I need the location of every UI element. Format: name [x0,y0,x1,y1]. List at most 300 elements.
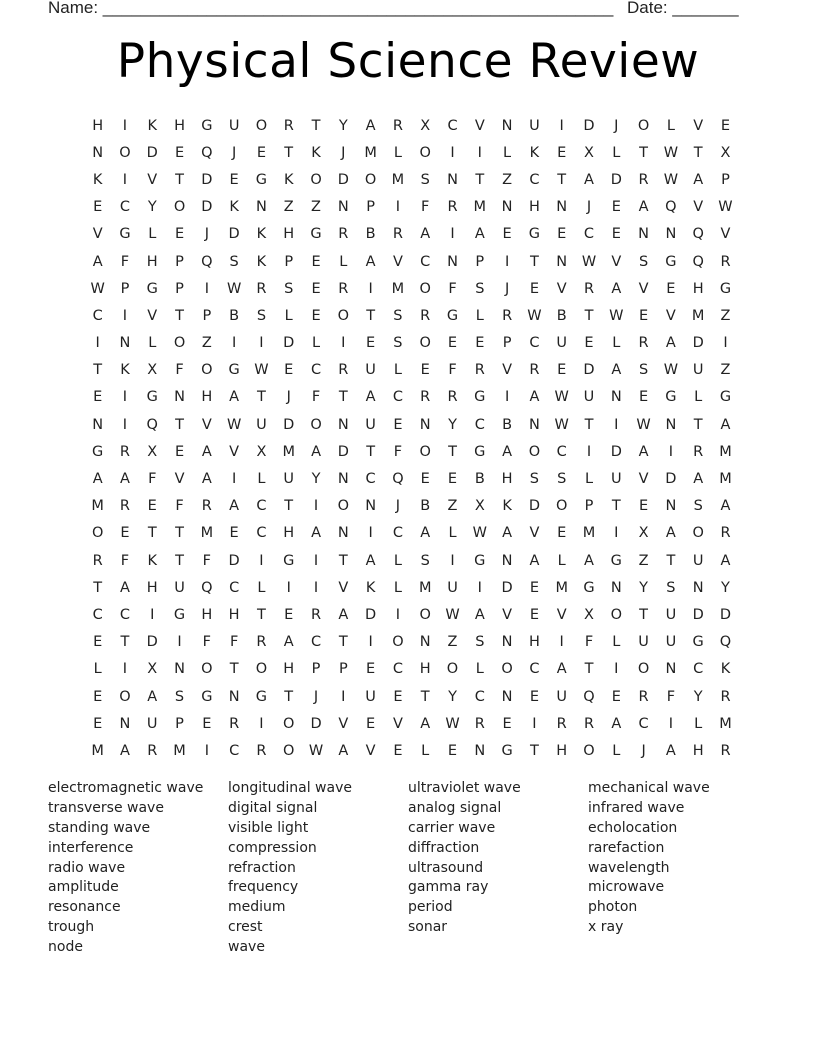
grid-letter[interactable]: A [119,742,130,759]
grid-letter[interactable]: E [311,307,321,324]
grid-letter[interactable]: C [92,606,103,623]
grid-letter[interactable]: W [254,362,269,379]
grid-letter[interactable]: A [92,471,103,488]
grid-letter[interactable]: S [475,280,485,297]
grid-letter[interactable]: N [692,579,704,596]
grid-letter[interactable]: U [146,715,158,732]
grid-letter[interactable]: A [229,498,240,515]
grid-letter[interactable]: I [559,117,564,134]
grid-letter[interactable]: A [420,525,431,542]
grid-letter[interactable]: C [392,389,403,406]
grid-letter[interactable]: O [692,525,704,542]
grid-letter[interactable]: R [392,117,403,134]
grid-letter[interactable]: N [119,715,131,732]
grid-letter[interactable]: D [283,335,295,352]
grid-letter[interactable]: M [173,742,186,759]
grid-letter[interactable]: R [556,715,567,732]
grid-letter[interactable]: I [122,171,128,188]
grid-letter[interactable]: L [612,335,621,352]
grid-letter[interactable]: L [694,389,703,406]
grid-letter[interactable]: D [365,606,377,623]
grid-letter[interactable]: I [122,307,128,324]
grid-letter[interactable]: H [201,606,213,623]
grid-letter[interactable]: F [448,280,457,297]
grid-letter[interactable]: Q [201,253,213,270]
grid-letter[interactable]: V [693,199,704,216]
grid-letter[interactable]: P [175,280,184,297]
grid-letter[interactable]: L [393,552,402,569]
grid-letter[interactable]: X [720,144,731,161]
grid-letter[interactable]: A [474,606,485,623]
grid-letter[interactable]: A [365,389,376,406]
grid-letter[interactable]: H [283,226,295,243]
grid-letter[interactable]: T [175,552,184,569]
grid-letter[interactable]: Q [392,471,404,488]
grid-letter[interactable]: C [693,661,704,678]
grid-letter[interactable]: W [581,253,597,270]
grid-letter[interactable]: I [286,579,291,596]
grid-letter[interactable]: S [420,171,430,188]
grid-letter[interactable]: O [446,661,459,678]
grid-letter[interactable]: X [147,661,158,678]
grid-letter[interactable]: M [719,715,732,732]
grid-letter[interactable]: R [720,688,731,705]
grid-letter[interactable]: I [450,226,455,243]
grid-letter[interactable]: R [338,226,349,243]
grid-letter[interactable]: C [474,688,485,705]
grid-letter[interactable]: G [474,389,486,406]
grid-letter[interactable]: I [614,525,619,542]
grid-letter[interactable]: G [173,606,186,623]
grid-letter[interactable]: E [447,742,458,759]
grid-letter[interactable]: T [175,525,184,542]
grid-letter[interactable]: O [91,525,104,542]
grid-letter[interactable]: F [311,389,321,406]
grid-letter[interactable]: A [720,552,731,569]
grid-letter[interactable]: M [555,579,568,596]
grid-letter[interactable]: A [119,579,130,596]
grid-letter[interactable]: E [120,525,130,542]
grid-letter[interactable]: O [637,661,650,678]
grid-letter[interactable]: G [501,742,513,759]
grid-letter[interactable]: M [582,525,596,542]
grid-letter[interactable]: I [395,199,401,216]
grid-letter[interactable]: E [611,199,621,216]
grid-letter[interactable]: C [447,117,458,134]
grid-letter[interactable]: N [365,498,377,515]
grid-letter[interactable]: R [720,742,731,759]
grid-letter[interactable]: A [119,471,130,488]
grid-letter[interactable]: A [584,171,594,188]
grid-letter[interactable]: Z [502,171,513,188]
grid-letter[interactable]: G [201,688,213,705]
grid-letter[interactable]: T [93,579,103,596]
grid-letter[interactable]: V [474,117,485,134]
grid-letter[interactable]: I [122,661,128,678]
grid-letter[interactable]: T [448,443,457,460]
grid-letter[interactable]: R [720,525,731,542]
grid-letter[interactable]: Z [720,307,731,324]
grid-letter[interactable]: U [583,389,595,406]
grid-letter[interactable]: I [122,389,128,406]
grid-letter[interactable]: E [720,117,731,134]
grid-letter[interactable]: M [282,443,295,460]
grid-letter[interactable]: S [420,552,430,569]
grid-letter[interactable]: R [447,199,458,216]
grid-letter[interactable]: L [421,742,430,759]
grid-letter[interactable]: C [392,525,403,542]
grid-letter[interactable]: Y [721,579,730,596]
grid-letter[interactable]: W [226,416,242,433]
grid-letter[interactable]: A [638,443,649,460]
grid-letter[interactable]: L [584,471,594,488]
grid-letter[interactable]: K [720,661,731,678]
grid-letter[interactable]: V [392,715,403,732]
grid-letter[interactable]: D [283,416,295,433]
grid-letter[interactable]: O [501,661,513,678]
grid-letter[interactable]: A [611,715,622,732]
name-field-label[interactable]: Name: ______________________________________________________ [48,0,614,17]
grid-letter[interactable]: X [147,443,158,460]
grid-letter[interactable]: F [666,688,676,705]
grid-letter[interactable]: W [636,416,651,433]
grid-letter[interactable]: I [504,389,510,406]
grid-letter[interactable]: L [393,362,402,379]
grid-letter[interactable]: L [475,661,484,678]
grid-letter[interactable]: N [665,416,677,433]
grid-letter[interactable]: N [174,389,185,406]
grid-letter[interactable]: N [337,525,349,542]
grid-letter[interactable]: W [226,280,242,297]
grid-letter[interactable]: E [311,280,321,297]
grid-letter[interactable]: E [529,579,539,596]
grid-letter[interactable]: G [255,171,268,188]
grid-letter[interactable]: N [419,416,431,433]
grid-letter[interactable]: K [311,144,321,161]
grid-letter[interactable]: O [255,661,268,678]
grid-letter[interactable]: I [668,443,674,460]
grid-letter[interactable]: M [391,171,405,188]
grid-letter[interactable]: A [365,117,376,134]
grid-letter[interactable]: C [229,579,240,596]
grid-letter[interactable]: X [256,443,267,460]
grid-letter[interactable]: C [474,416,485,433]
grid-letter[interactable]: R [283,117,294,134]
grid-letter[interactable]: A [638,199,649,216]
grid-letter[interactable]: O [337,307,350,324]
grid-letter[interactable]: O [364,171,377,188]
grid-letter[interactable]: N [419,634,431,651]
grid-letter[interactable]: W [663,362,679,379]
grid-letter[interactable]: N [501,552,513,569]
grid-letter[interactable]: N [337,471,349,488]
grid-letter[interactable]: N [556,253,568,270]
grid-letter[interactable]: L [694,715,703,732]
grid-letter[interactable]: E [366,661,376,678]
grid-letter[interactable]: E [639,498,649,515]
grid-letter[interactable]: W [554,389,569,406]
grid-letter[interactable]: R [201,498,212,515]
grid-letter[interactable]: T [584,416,594,433]
grid-letter[interactable]: G [719,389,732,406]
grid-letter[interactable]: Q [201,579,213,596]
grid-letter[interactable]: C [529,661,540,678]
grid-letter[interactable]: M [691,307,705,324]
grid-letter[interactable]: T [475,171,485,188]
grid-letter[interactable]: C [392,661,403,678]
grid-letter[interactable]: N [610,579,622,596]
grid-letter[interactable]: M [364,144,377,161]
grid-letter[interactable]: I [450,552,455,569]
grid-letter[interactable]: G [255,688,268,705]
grid-letter[interactable]: A [720,416,731,433]
grid-letter[interactable]: K [256,226,267,243]
grid-letter[interactable]: D [583,362,595,379]
grid-letter[interactable]: E [284,362,294,379]
grid-letter[interactable]: K [283,171,294,188]
grid-letter[interactable]: G [665,253,677,270]
grid-letter[interactable]: Q [583,688,595,705]
grid-letter[interactable]: J [341,144,346,161]
grid-letter[interactable]: L [393,144,402,161]
grid-letter[interactable]: S [393,307,403,324]
grid-letter[interactable]: M [91,498,104,515]
grid-letter[interactable]: O [419,144,431,161]
grid-letter[interactable]: T [611,498,621,515]
grid-letter[interactable]: A [693,471,704,488]
grid-letter[interactable]: C [119,606,130,623]
grid-letter[interactable]: V [147,307,158,324]
grid-letter[interactable]: R [447,389,458,406]
grid-letter[interactable]: Z [720,362,731,379]
grid-letter[interactable]: H [92,117,104,134]
grid-letter[interactable]: N [92,144,104,161]
grid-letter[interactable]: C [92,307,103,324]
grid-letter[interactable]: E [174,226,185,243]
grid-letter[interactable]: G [92,443,104,460]
grid-letter[interactable]: M [200,525,214,542]
grid-letter[interactable]: E [174,144,185,161]
grid-letter[interactable]: V [556,606,567,623]
grid-letter[interactable]: U [692,552,704,569]
grid-letter[interactable]: D [337,443,349,460]
grid-letter[interactable]: U [447,579,458,596]
grid-letter[interactable]: I [532,715,537,732]
grid-letter[interactable]: Q [146,416,158,433]
grid-letter[interactable]: N [665,226,677,243]
grid-letter[interactable]: B [229,307,240,324]
grid-letter[interactable]: F [120,253,130,270]
grid-letter[interactable]: O [555,498,568,515]
grid-letter[interactable]: D [528,498,540,515]
grid-letter[interactable]: X [638,525,649,542]
grid-letter[interactable]: A [611,362,622,379]
grid-letter[interactable]: E [393,688,403,705]
grid-letter[interactable]: I [477,579,482,596]
grid-letter[interactable]: R [92,552,103,569]
grid-letter[interactable]: G [474,552,486,569]
grid-letter[interactable]: J [641,742,646,759]
grid-letter[interactable]: B [474,471,485,488]
grid-letter[interactable]: T [529,253,539,270]
grid-letter[interactable]: F [120,552,130,569]
grid-letter[interactable]: K [147,117,157,134]
grid-letter[interactable]: V [502,606,513,623]
grid-letter[interactable]: E [447,471,458,488]
grid-letter[interactable]: M [473,199,487,216]
grid-letter[interactable]: I [341,688,346,705]
grid-letter[interactable]: S [557,471,567,488]
grid-letter[interactable]: W [663,171,679,188]
grid-letter[interactable]: O [419,335,431,352]
grid-letter[interactable]: E [666,280,676,297]
grid-letter[interactable]: I [559,634,564,651]
grid-letter[interactable]: N [174,661,185,678]
grid-letter[interactable]: F [393,443,403,460]
grid-letter[interactable]: T [175,307,184,324]
grid-letter[interactable]: A [338,742,349,759]
grid-letter[interactable]: L [257,579,266,596]
grid-letter[interactable]: Q [692,226,704,243]
grid-letter[interactable]: O [255,117,268,134]
grid-letter[interactable]: E [611,688,621,705]
grid-letter[interactable]: O [392,634,404,651]
grid-letter[interactable]: Y [639,579,649,596]
grid-letter[interactable]: V [392,253,403,270]
grid-letter[interactable]: B [420,498,431,515]
grid-letter[interactable]: P [475,253,485,270]
grid-letter[interactable]: T [284,688,294,705]
grid-letter[interactable]: T [229,661,239,678]
grid-letter[interactable]: N [119,335,131,352]
grid-letter[interactable]: P [366,199,375,216]
grid-letter[interactable]: R [502,307,513,324]
grid-letter[interactable]: T [175,416,184,433]
grid-letter[interactable]: O [173,335,186,352]
grid-letter[interactable]: W [445,606,460,623]
grid-letter[interactable]: T [338,552,348,569]
grid-letter[interactable]: L [311,335,321,352]
grid-letter[interactable]: X [584,144,594,161]
grid-letter[interactable]: W [308,742,324,759]
grid-letter[interactable]: H [556,742,568,759]
grid-letter[interactable]: H [174,117,185,134]
grid-letter[interactable]: Y [448,416,457,433]
grid-letter[interactable]: A [584,552,594,569]
grid-letter[interactable]: E [639,307,649,324]
grid-letter[interactable]: F [175,362,184,379]
grid-letter[interactable]: A [502,443,513,460]
grid-letter[interactable]: H [528,199,540,216]
grid-letter[interactable]: B [365,226,376,243]
grid-letter[interactable]: U [638,634,649,651]
grid-letter[interactable]: D [692,335,704,352]
grid-letter[interactable]: R [529,362,540,379]
grid-letter[interactable]: D [228,552,240,569]
grid-letter[interactable]: P [120,280,130,297]
grid-letter[interactable]: O [610,606,622,623]
grid-letter[interactable]: D [610,443,622,460]
grid-letter[interactable]: N [501,688,513,705]
grid-letter[interactable]: V [338,715,349,732]
grid-letter[interactable]: G [228,362,240,379]
grid-letter[interactable]: Q [719,634,732,651]
grid-letter[interactable]: T [311,117,321,134]
grid-letter[interactable]: T [93,362,103,379]
grid-letter[interactable]: E [311,253,321,270]
grid-letter[interactable]: O [173,199,186,216]
grid-letter[interactable]: T [120,634,130,651]
grid-letter[interactable]: E [639,389,649,406]
grid-letter[interactable]: V [502,362,513,379]
grid-letter[interactable]: K [92,171,103,188]
grid-letter[interactable]: E [557,525,567,542]
grid-letter[interactable]: E [366,335,376,352]
grid-letter[interactable]: G [119,226,131,243]
grid-letter[interactable]: S [529,471,539,488]
grid-letter[interactable]: I [259,552,264,569]
grid-letter[interactable]: M [418,579,432,596]
grid-letter[interactable]: G [446,307,459,324]
grid-letter[interactable]: T [338,634,348,651]
grid-letter[interactable]: P [584,498,594,515]
grid-letter[interactable]: Z [447,498,458,515]
grid-letter[interactable]: K [365,579,376,596]
grid-letter[interactable]: I [368,280,373,297]
grid-letter[interactable]: A [92,253,103,270]
grid-letter[interactable]: A [502,525,513,542]
grid-letter[interactable]: E [284,606,294,623]
grid-letter[interactable]: R [638,171,649,188]
grid-letter[interactable]: G [692,634,704,651]
grid-letter[interactable]: A [665,742,676,759]
grid-letter[interactable]: O [310,171,322,188]
grid-letter[interactable]: V [338,579,349,596]
grid-letter[interactable]: D [501,579,513,596]
grid-letter[interactable]: D [583,117,595,134]
grid-letter[interactable]: K [529,144,540,161]
grid-letter[interactable]: C [310,362,322,379]
grid-letter[interactable]: H [528,634,540,651]
grid-letter[interactable]: I [313,498,319,515]
grid-letter[interactable]: U [228,117,240,134]
grid-letter[interactable]: T [693,416,703,433]
grid-letter[interactable]: R [638,335,649,352]
grid-letter[interactable]: U [556,335,567,352]
grid-letter[interactable]: C [229,742,240,759]
grid-letter[interactable]: W [718,199,733,216]
grid-letter[interactable]: A [229,389,240,406]
grid-letter[interactable]: E [557,226,567,243]
grid-letter[interactable]: F [229,634,239,651]
grid-letter[interactable]: Y [338,117,348,134]
grid-letter[interactable]: R [420,307,431,324]
grid-letter[interactable]: R [256,634,267,651]
grid-letter[interactable]: E [93,389,103,406]
grid-letter[interactable]: D [337,171,349,188]
grid-letter[interactable]: R [119,498,130,515]
grid-letter[interactable]: E [420,362,430,379]
grid-letter[interactable]: T [666,552,676,569]
date-field-label[interactable]: Date: _______ [627,0,739,17]
grid-letter[interactable]: E [174,443,185,460]
grid-letter[interactable]: E [93,715,103,732]
grid-letter[interactable]: G [283,552,295,569]
grid-letter[interactable]: A [665,335,676,352]
grid-letter[interactable]: F [421,199,430,216]
grid-letter[interactable]: E [584,335,594,352]
grid-letter[interactable]: L [475,307,484,324]
